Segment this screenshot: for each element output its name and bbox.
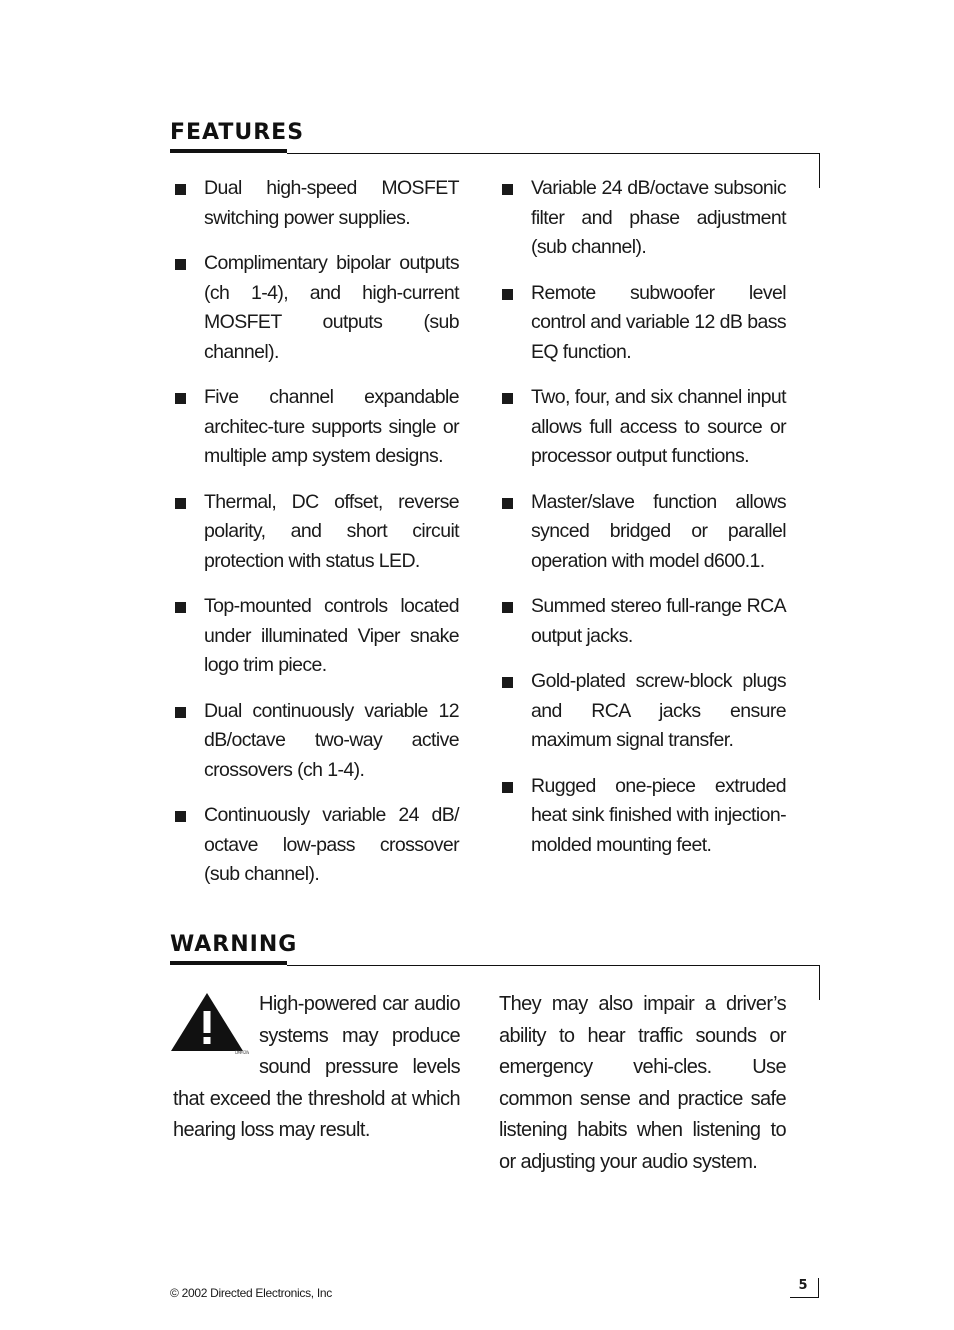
bullet-square-icon xyxy=(502,782,513,793)
feature-item xyxy=(499,383,786,472)
feature-text: Complimentary bipolar outputs (ch 1-4), and high-current MOSFET outputs (sub channel). xyxy=(204,252,459,363)
bullet-square-icon xyxy=(175,707,186,718)
features-right-column xyxy=(499,174,786,876)
bullet-square-icon xyxy=(175,602,186,613)
bullet-square-icon xyxy=(175,393,186,404)
feature-item xyxy=(172,249,459,367)
copyright-notice: © 2002 Directed Electronics, Inc xyxy=(170,1286,332,1300)
feature-text: Dual continuously variable 12 dB/octave two-way active crossovers (ch 1-4). xyxy=(204,699,459,781)
page-number-tick xyxy=(818,1278,819,1298)
features-rule xyxy=(287,153,820,154)
features-left-column xyxy=(172,174,459,906)
feature-text: Gold-plated screw-block plugs and RCA jacks ensure maximum signal transfer. xyxy=(531,670,786,751)
page-number-rule xyxy=(790,1297,819,1298)
bullet-square-icon xyxy=(502,677,513,688)
feature-text: Five channel expandable architec-ture supports single or multiple amp system designs. xyxy=(204,386,459,467)
features-rule-tick xyxy=(819,153,820,188)
warning-left-paragraph xyxy=(173,989,460,1147)
feature-item xyxy=(172,174,459,233)
feature-text: Two, four, and six channel input allows full access to source or processor output functions. xyxy=(531,386,786,467)
warning-rule xyxy=(287,965,820,966)
bullet-square-icon xyxy=(175,259,186,270)
page-number: 5 xyxy=(798,1278,808,1293)
bullet-square-icon xyxy=(175,498,186,509)
feature-item xyxy=(172,383,459,472)
bullet-square-icon xyxy=(502,184,513,195)
bullet-square-icon xyxy=(502,289,513,300)
warning-left-text: High-powered car audio systems may produce sound pressure levels that exceed the threshold at which hearing loss may result. xyxy=(173,993,460,1141)
bullet-square-icon xyxy=(175,811,186,822)
bullet-square-icon xyxy=(502,393,513,404)
feature-item xyxy=(172,697,459,786)
feature-item xyxy=(499,772,786,861)
feature-item xyxy=(499,667,786,756)
feature-text: Thermal, DC offset, reverse polarity, and short circuit protection with status LED. xyxy=(204,490,459,572)
feature-item xyxy=(499,592,786,651)
feature-item xyxy=(499,488,786,577)
features-heading: FEATURES xyxy=(170,120,305,145)
feature-text: Top-mounted controls located under illuminated Viper snake logo trim piece. xyxy=(204,595,459,676)
bullet-square-icon xyxy=(502,602,513,613)
warning-right-column xyxy=(499,989,786,1178)
feature-text: Summed stereo full-range RCA output jacks. xyxy=(531,595,786,647)
feature-item xyxy=(499,174,786,263)
feature-item xyxy=(172,592,459,681)
warning-left-column xyxy=(173,989,460,1147)
warning-icon-caption: DMM 2W xyxy=(235,1050,249,1055)
warning-heading: WARNING xyxy=(170,932,298,957)
features-heading-underline xyxy=(170,149,287,153)
feature-text: Dual high-speed MOSFET switching power supplies. xyxy=(204,177,459,229)
feature-item xyxy=(172,488,459,577)
feature-item xyxy=(499,279,786,368)
warning-rule-tick xyxy=(819,965,820,1000)
feature-text: Continuously variable 24 dB/ octave low-pass crossover (sub channel). xyxy=(204,804,459,885)
feature-text: Rugged one-piece extruded heat sink finished with injection-molded mounting feet. xyxy=(531,774,786,856)
feature-item xyxy=(172,801,459,890)
warning-right-paragraph: They may also impair a driver’s ability to hear traffic sounds or emergency vehi-cles. Use common sense and practice safe listening habits when listening to or adjusting your audio system. xyxy=(499,993,786,1173)
feature-text: Variable 24 dB/octave subsonic filter and phase adjustment (sub channel). xyxy=(531,177,786,258)
feature-text: Master/slave function allows synced bridged or parallel operation with model d600.1. xyxy=(531,490,786,572)
bullet-square-icon xyxy=(502,498,513,509)
feature-text: Remote subwoofer level control and variable 12 dB bass EQ function. xyxy=(531,281,786,363)
warning-triangle-icon xyxy=(171,991,249,1055)
bullet-square-icon xyxy=(175,184,186,195)
warning-heading-underline xyxy=(170,961,287,965)
